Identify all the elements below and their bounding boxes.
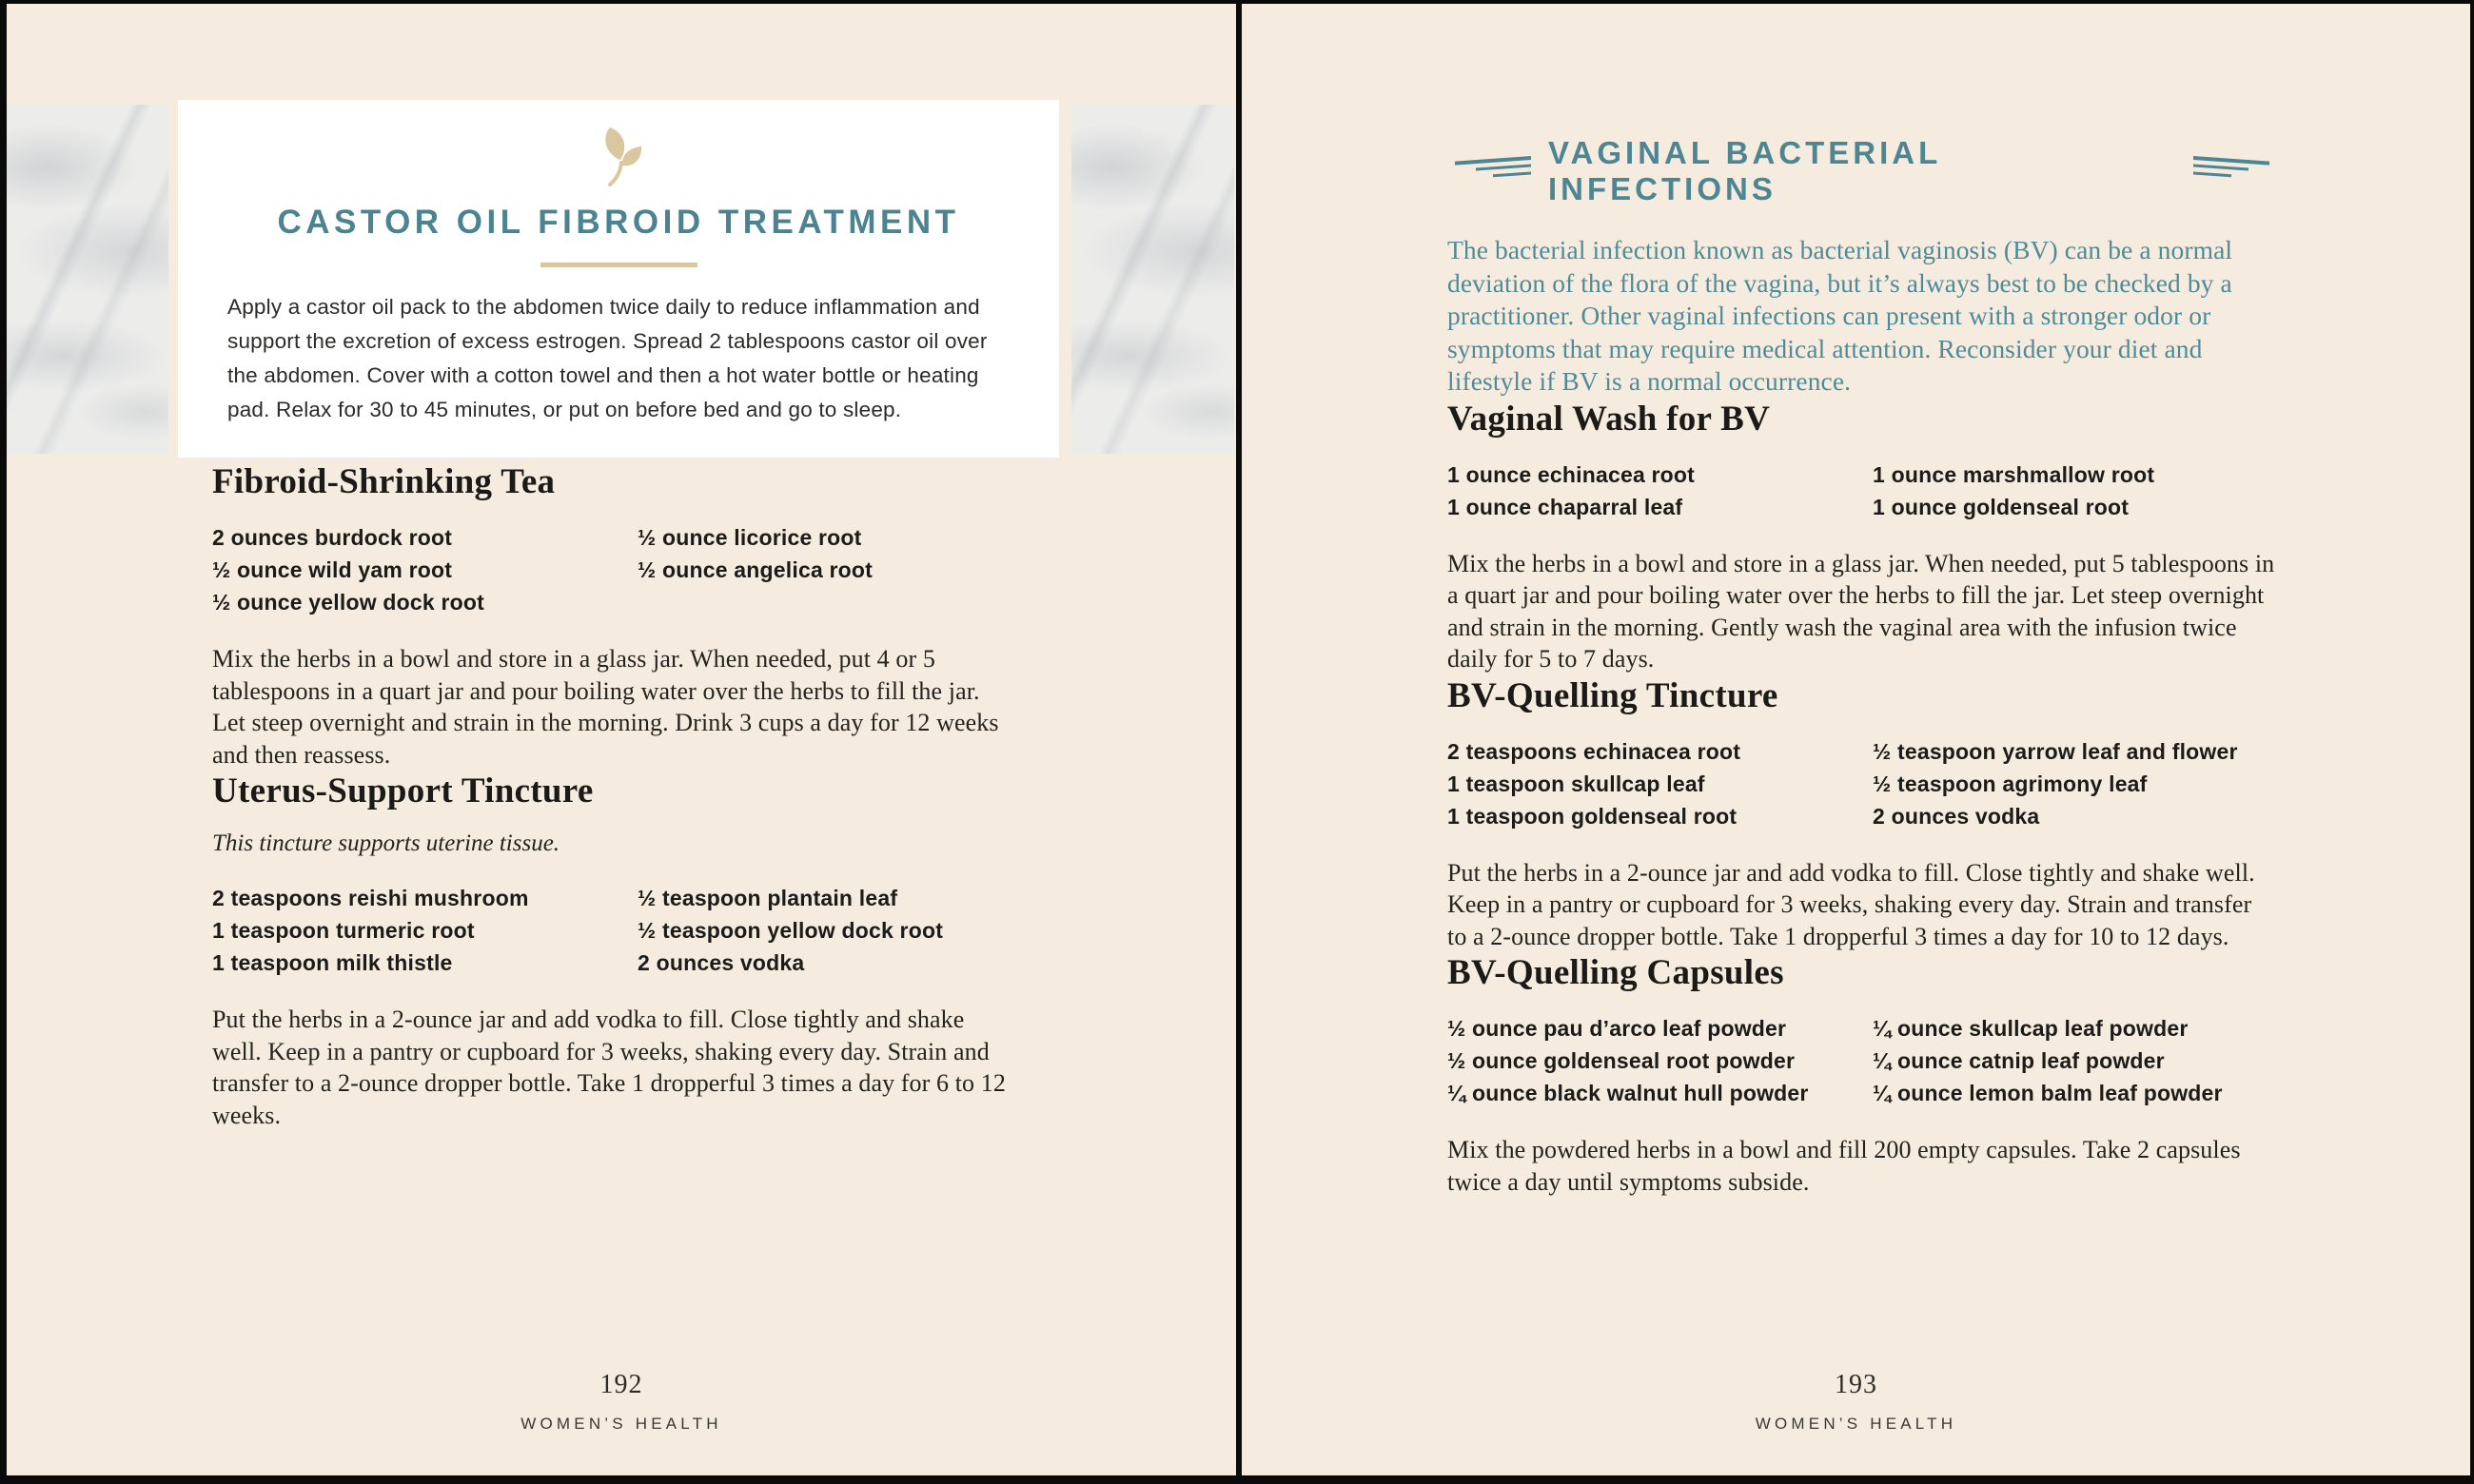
ingredient-column-2 <box>1873 1012 2277 1109</box>
ingredient-column-2 <box>1873 735 2277 832</box>
recipe-instructions: Put the herbs in a 2-ounce jar and add vodka to fill. Close tightly and shake well. Keep in a pantry or cupboard for 3 weeks, shaking every day. Strain and transfer to a 2-ounce dropper bottle. Take 1 dropperful 3 times a day for 10 to 12 days. <box>1447 858 2255 950</box>
page-number: 192 <box>599 1370 643 1399</box>
ingredient-item: ½ ounce licorice root <box>638 525 862 550</box>
ingredient-item: 1 teaspoon skullcap leaf <box>1447 771 1705 796</box>
recipe-heading: Uterus-Support Tincture <box>212 771 594 810</box>
recipe-heading: BV-Quelling Tincture <box>1447 675 1778 715</box>
chapter-heading-row <box>1447 135 2277 207</box>
ingredient-list <box>1447 735 2277 832</box>
marble-photo-left <box>7 105 168 454</box>
page-footer <box>7 1370 1236 1434</box>
ingredient-column-1 <box>212 882 638 979</box>
ingredient-list <box>1447 459 2277 523</box>
feature-card-body: Apply a castor oil pack to the abdomen twice daily to reduce inflammation and support the excretion of excess estrogen. Spread 2 tablespoons castor oil over the abdomen. Cover with a cotton towel and then a hot water bottle or heating pad. Relax for 30 to 45 minutes, or put on before bed and go to sleep. <box>227 295 988 421</box>
ingredient-item: ½ ounce angelica root <box>638 557 874 582</box>
recipe-instructions: Mix the powdered herbs in a bowl and fill 200 empty capsules. Take 2 capsules twice a day until symptoms subside. <box>1447 1136 2241 1196</box>
recipe-note: This tincture supports uterine tissue. <box>212 830 560 856</box>
ingredient-item: ½ ounce wild yam root <box>212 557 453 582</box>
ingredient-item: 1 teaspoon milk thistle <box>212 950 453 975</box>
feature-card-title: CASTOR OIL FIBROID TREATMENT <box>277 204 960 241</box>
ingredient-list <box>1447 1012 2277 1109</box>
ingredient-column-2 <box>638 521 1016 618</box>
ingredient-column-1 <box>212 521 638 618</box>
feature-band <box>7 100 1236 458</box>
right-page-content <box>1447 4 2277 1198</box>
ingredient-item: ½ teaspoon yarrow leaf and flower <box>1873 738 2238 764</box>
ingredient-column-1 <box>1447 459 1873 523</box>
book-spread-frame <box>7 4 2470 1475</box>
running-title: WOMEN’S HEALTH <box>1755 1415 1957 1433</box>
ingredient-column-1 <box>1447 1012 1873 1109</box>
page-footer <box>1242 1370 2470 1434</box>
ingredient-item: 2 ounces vodka <box>1873 803 2040 829</box>
ingredient-item: ½ teaspoon plantain leaf <box>638 886 898 910</box>
ingredient-item: 1 ounce marshmallow root <box>1873 461 2155 487</box>
recipe-instructions: Put the herbs in a 2-ounce jar and add vodka to fill. Close tightly and shake well. Keep in a pantry or cupboard for 3 weeks, shaking every day. Strain and transfer to a 2-ounce dropper bottle. Take 1 dropperful 3 times a day for 6 to 12 weeks. <box>212 1006 1006 1129</box>
ingredient-item: 2 ounces vodka <box>638 950 805 975</box>
ingredient-item: ½ teaspoon agrimony leaf <box>1873 771 2148 796</box>
ingredient-item: ½ teaspoon yellow dock root <box>638 918 944 943</box>
marble-photo-right <box>1071 105 1234 454</box>
ingredient-item: ¼ ounce lemon balm leaf powder <box>1873 1081 2223 1105</box>
chapter-intro: The bacterial infection known as bacterial vaginosis (BV) can be a normal deviation of the flora of the vagina, but it’s always best to be checked by a practitioner. Other vaginal infections can present with a stronger odor or symptoms that may require medical attention. Reconsider your diet and lifestyle if BV is a normal occurrence. <box>1447 235 2233 396</box>
chapter-title: VAGINAL BACTERIAL INFECTIONS <box>1548 135 1941 206</box>
tan-rule <box>540 263 697 267</box>
page-number: 193 <box>1835 1370 1877 1399</box>
ingredient-item: ½ ounce yellow dock root <box>212 590 484 615</box>
recipe-instructions: Mix the herbs in a bowl and store in a glass jar. When needed, put 5 tablespoons in a quart jar and pour boiling water over the herbs to fill the jar. Let steep overnight and strain in the morning. Gently wash the vaginal area with the infusion twice daily for 5 to 7 days. <box>1447 549 2275 673</box>
ingredient-column-1 <box>1447 735 1873 832</box>
ingredient-item: ¼ ounce catnip leaf powder <box>1873 1048 2165 1073</box>
ingredient-item: 1 ounce goldenseal root <box>1873 494 2130 519</box>
ingredient-list <box>212 882 1016 979</box>
running-title: WOMEN’S HEALTH <box>520 1415 722 1433</box>
left-page-content <box>212 461 1016 1131</box>
leaf-icon <box>222 125 1015 194</box>
page-left <box>7 4 1236 1475</box>
ingredient-item: 1 ounce echinacea root <box>1447 461 1696 487</box>
recipe-instructions: Mix the herbs in a bowl and store in a glass jar. When needed, put 4 or 5 tablespoons in a quart jar and pour boiling water over the herbs to fill the jar. Let steep overnight and strain in the morning. Drink 3 cups a day for 12 weeks and then reassess. <box>212 645 999 769</box>
ingredient-column-2 <box>638 882 1016 979</box>
ingredient-item: ½ ounce goldenseal root powder <box>1447 1048 1796 1073</box>
ingredient-item: 2 teaspoons reishi mushroom <box>212 886 529 910</box>
ingredient-item: 2 ounces burdock root <box>212 525 453 550</box>
recipe-heading: Vaginal Wash for BV <box>1447 399 1771 439</box>
flourish-right-icon <box>2191 153 2277 188</box>
ingredient-column-2 <box>1873 459 2277 523</box>
recipe-heading: Fibroid-Shrinking Tea <box>212 462 556 501</box>
ingredient-item: 1 teaspoon turmeric root <box>212 918 475 943</box>
page-right <box>1242 4 2470 1475</box>
castor-oil-feature-card <box>178 100 1059 458</box>
flourish-left-icon <box>1447 153 1533 188</box>
ingredient-item: ¼ ounce skullcap leaf powder <box>1873 1016 2189 1041</box>
ingredient-item: ½ ounce pau d’arco leaf powder <box>1447 1016 1787 1041</box>
ingredient-item: 1 teaspoon goldenseal root <box>1447 803 1738 829</box>
ingredient-item: 1 ounce chaparral leaf <box>1447 494 1683 519</box>
ingredient-item: 2 teaspoons echinacea root <box>1447 738 1741 764</box>
recipe-heading: BV-Quelling Capsules <box>1447 953 1784 992</box>
ingredient-list <box>212 521 1016 618</box>
ingredient-item: ¼ ounce black walnut hull powder <box>1447 1081 1809 1105</box>
